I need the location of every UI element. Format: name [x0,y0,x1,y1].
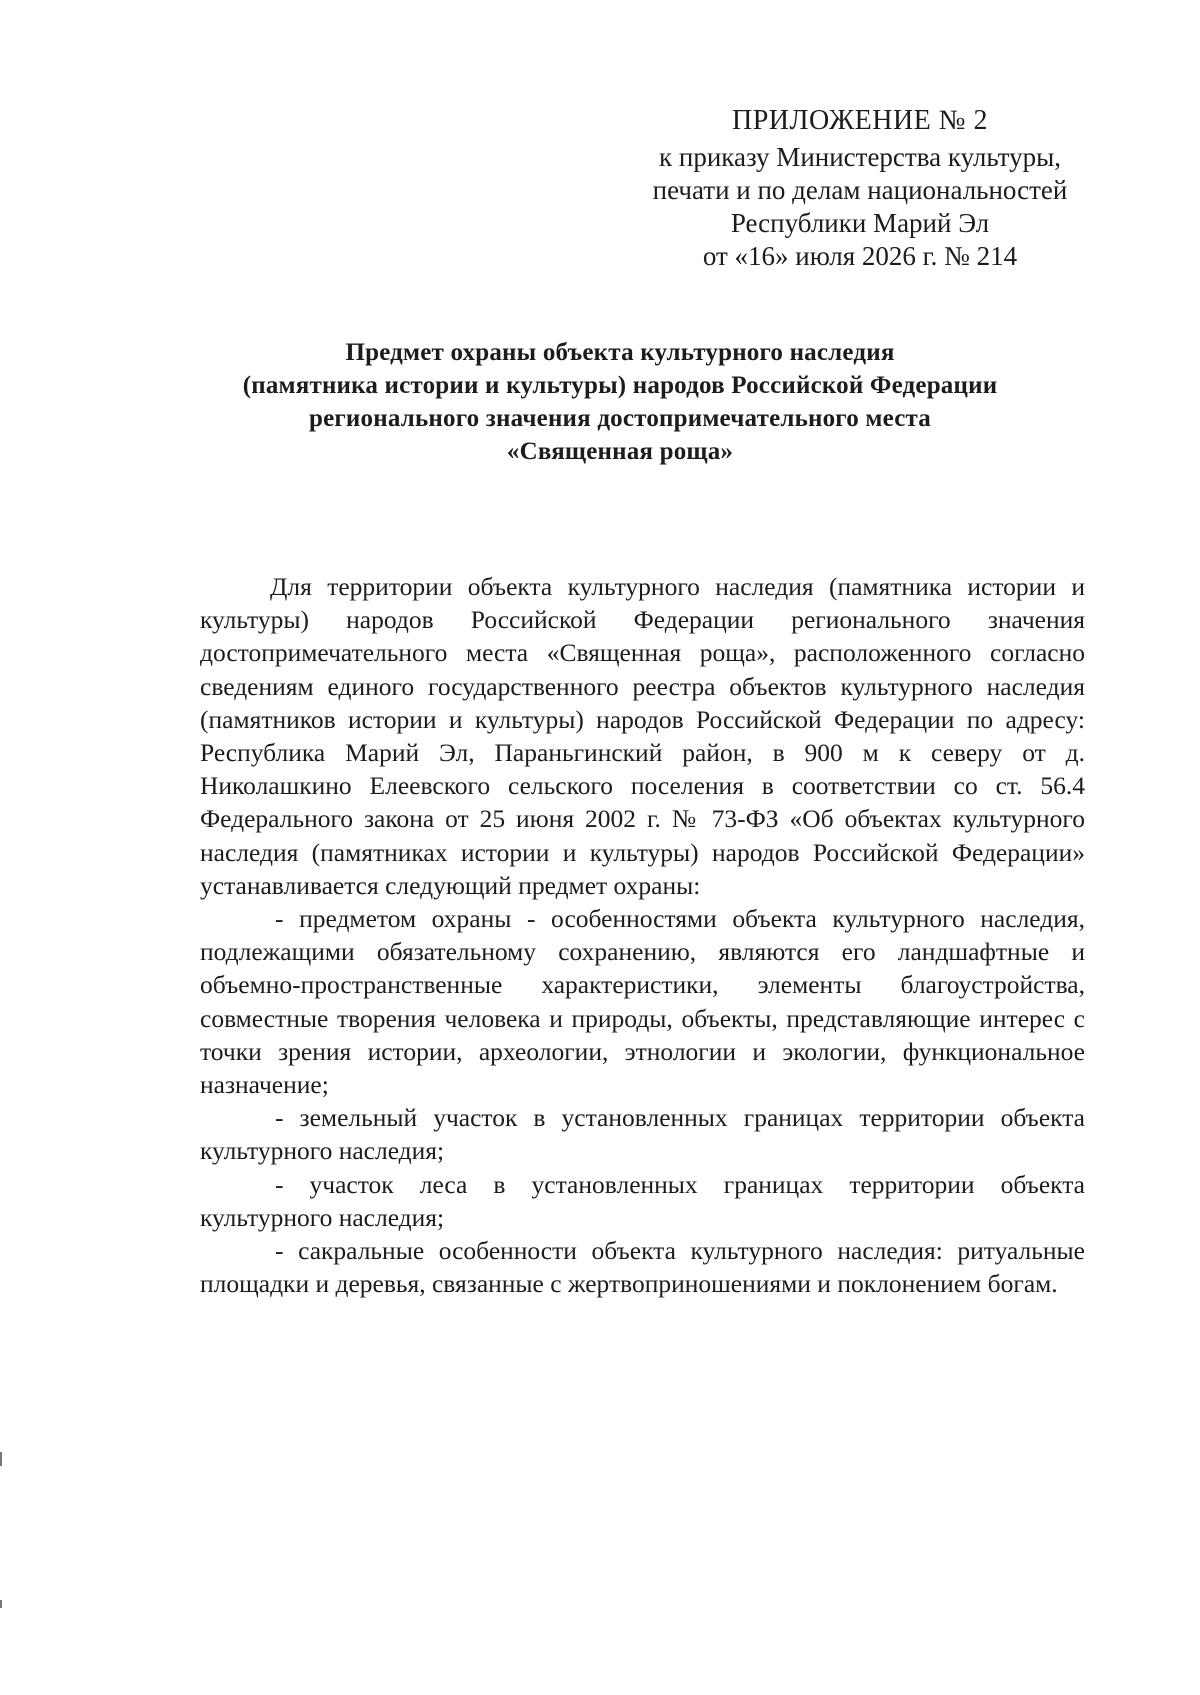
appendix-line: Республики Марий Эл [730,208,990,238]
title-line: (памятника истории и культуры) народов Российской Федерации [242,372,998,399]
appendix-line: печати и по делам национальностей [652,175,1068,205]
title-line: «Священная роща» [506,438,734,465]
list-item: - земельный участок в установленных границах территории объекта культурного наследия; [200,1103,1085,1166]
intro-paragraph: Для территории объекта культурного наследия (памятника истории и культуры) народов Российской Федерации регионального значения достопримечательного места «Священная роща», расположенного согласно сведениям единого государственного реестра объектов культурного наследия (памятников истории и культуры) народов Российской Федерации по адресу: Республика Марий Эл, Параньгинский район, в 900 м к северу от д. Николашкино Елеевского сельского поселения в соответствии со ст. 56.4 Федерального закона от 25 июня 2002 г. № 73-ФЗ «Об объектах культурного наследия (памятниках истории и культуры) народов Российской Федерации» устанавливается следующий предмет охраны: [200,572,1085,900]
appendix-block [600,104,1120,273]
list-item: - сакральные особенности объекта культурного наследия: ритуальные площадки и деревья, связанные с жертвоприношениями и поклонением богам. [200,1236,1085,1299]
document-body [200,570,1085,1300]
appendix-heading: ПРИЛОЖЕНИЕ № 2 [732,105,988,136]
scan-edge-mark [0,1600,2,1608]
appendix-date-line: от «16» июля 2026 г. № 214 [702,241,1018,271]
title-line: регионального значения достопримечательного места [308,405,932,432]
document-title [150,336,1090,468]
scan-edge-mark [0,1452,2,1466]
list-item: - предметом охраны - особенностями объекта культурного наследия, подлежащими обязательному сохранению, являются его ландшафтные и объемно-пространственные характеристики, элементы благоустройства, совместные творения человека и природы, объекты, представляющие интерес с точки зрения истории, археологии, этнологии и экологии, функциональное назначение; [200,904,1085,1100]
appendix-line: к приказу Министерства культуры, [659,142,1061,172]
list-item: - участок леса в установленных границах территории объекта культурного наследия; [200,1169,1085,1232]
title-line: Предмет охраны объекта культурного наследия [345,339,895,366]
